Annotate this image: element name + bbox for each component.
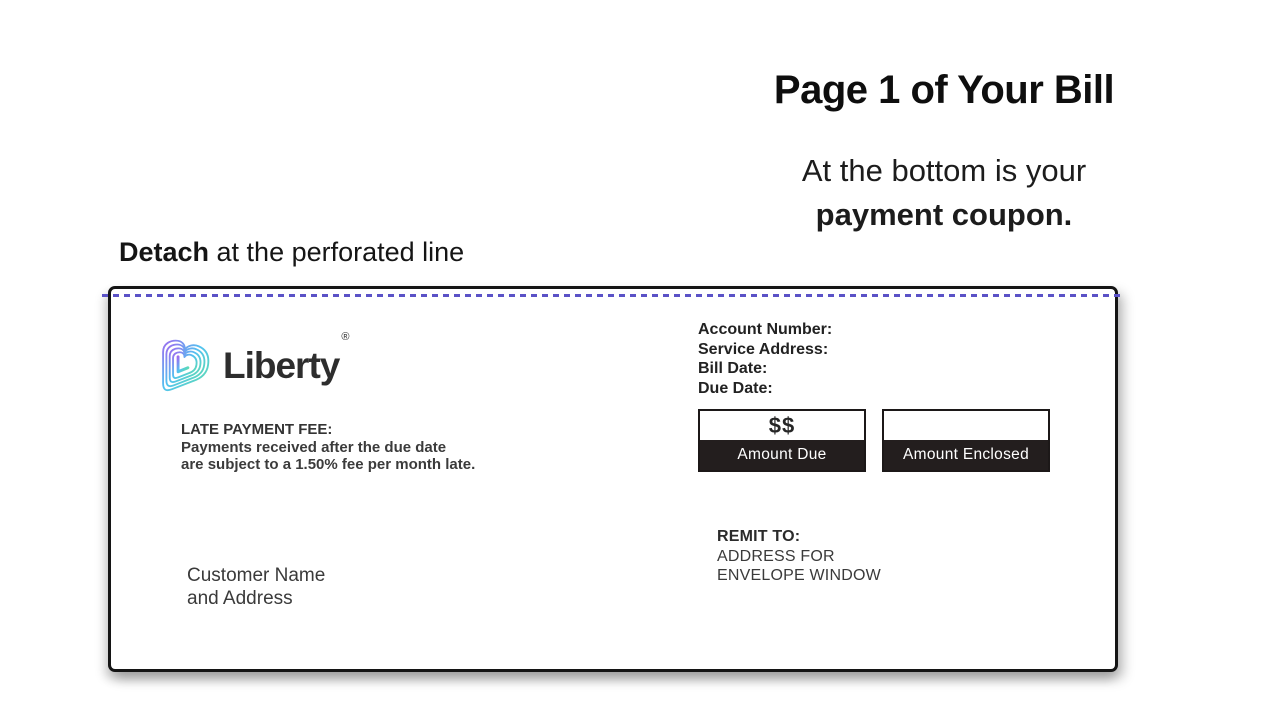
amount-due-label: Amount Due xyxy=(700,440,864,470)
liberty-heart-icon xyxy=(155,333,215,399)
late-payment-fee-notice xyxy=(181,421,475,474)
amount-enclosed-box xyxy=(882,409,1050,472)
registered-trademark-symbol: ® xyxy=(341,331,349,343)
detach-instruction xyxy=(119,237,464,268)
brand-wordmark xyxy=(223,331,349,387)
brand-name-text: Liberty xyxy=(223,345,340,386)
late-fee-line2: are subject to a 1.50% fee per month late. xyxy=(181,456,476,473)
amount-boxes xyxy=(698,409,1050,472)
bill-instructions xyxy=(704,68,1184,237)
customer-name-address xyxy=(187,564,325,610)
amount-due-box xyxy=(698,409,866,472)
detach-word: Detach xyxy=(119,237,210,267)
account-info-labels xyxy=(698,320,832,398)
subheading-line1: At the bottom is your xyxy=(801,153,1087,188)
amount-due-value: $$ xyxy=(768,412,796,438)
liberty-logo xyxy=(155,331,349,399)
remit-to-block xyxy=(717,527,881,586)
page-subheading xyxy=(704,149,1184,237)
bill-date-label: Bill Date: xyxy=(698,360,768,377)
detach-rest: at the perforated line xyxy=(209,237,465,267)
customer-line2: and Address xyxy=(187,588,293,609)
payment-coupon xyxy=(108,286,1118,672)
account-number-label: Account Number: xyxy=(698,321,833,338)
late-fee-line1: Payments received after the due date xyxy=(181,438,447,456)
subheading-line2: payment coupon. xyxy=(815,197,1073,232)
remit-address-line1: ADDRESS FOR xyxy=(717,547,835,565)
amount-enclosed-label: Amount Enclosed xyxy=(884,440,1048,470)
amount-enclosed-value xyxy=(884,411,1048,440)
remit-address-line2: ENVELOPE WINDOW xyxy=(717,567,881,584)
remit-to-title: REMIT TO: xyxy=(717,528,801,545)
due-date-label: Due Date: xyxy=(698,379,773,397)
perforated-line xyxy=(102,294,1124,297)
customer-line1: Customer Name xyxy=(187,565,326,586)
service-address-label: Service Address: xyxy=(698,340,829,358)
page-heading: Page 1 of Your Bill xyxy=(773,68,1115,112)
late-fee-title: LATE PAYMENT FEE: xyxy=(181,421,333,438)
